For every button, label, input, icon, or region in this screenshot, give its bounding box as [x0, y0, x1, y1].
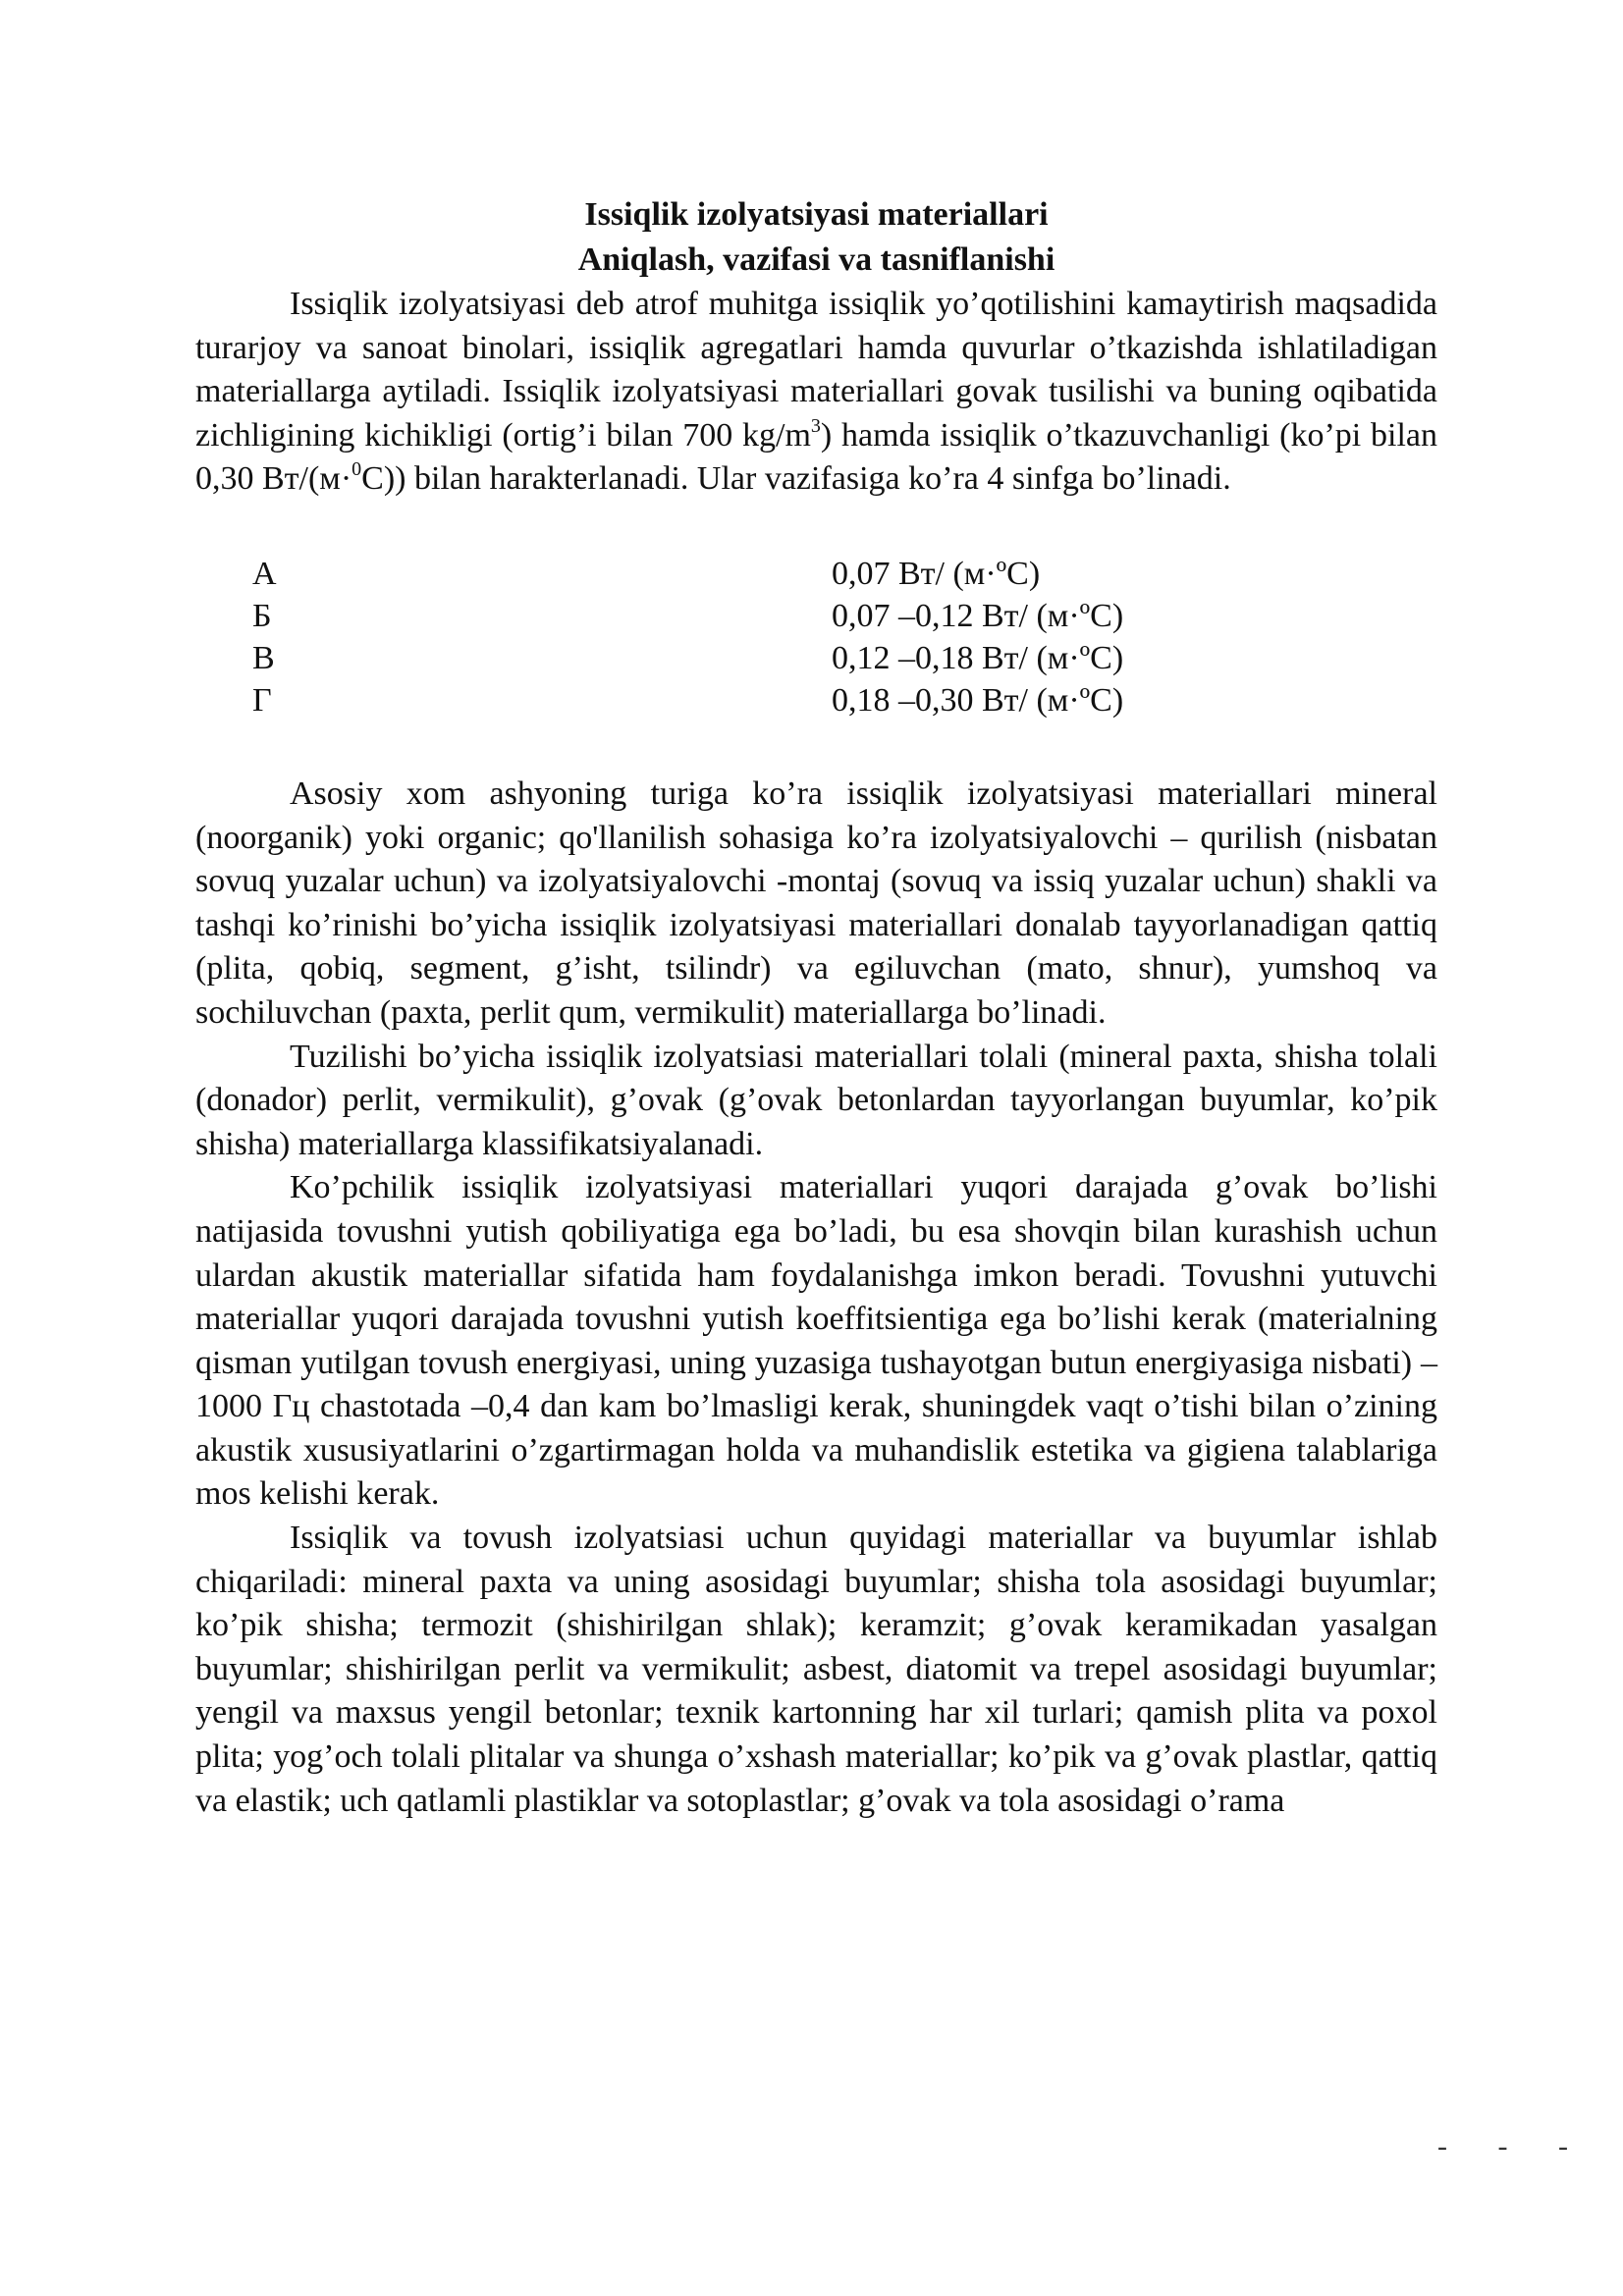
- body-paragraph: Issiqlik va tovush izolyatsiasi uchun quyidagi materiallar va buyumlar ishlab chiqariladi: mineral paxta va uning asosidagi buyumlar; shisha tola asosidagi buyumlar; ko’pik shisha; termozit (shishirilgan shlak); keramzit; g’ovak keramikadan yasalgan buyumlar; shishirilgan perlit va vermikulit; asbest, diatomit va trepel asosidagi buyumlar; yengil va maxsus yengil betonlar; texnik kartonning har xil turlari; qamish plita va poxol plita; yog’och tolali plitalar va shunga o’xshash materiallar; ko’pik va g’ovak plastlar, qattiq va elastik; uch qatlamli plastiklar va sotoplastlar; g’ovak va tola asosidagi o’rama: [195, 1520, 1437, 1819]
- class-value: 0,07 Вт/ (м·ºС): [832, 555, 1041, 592]
- class-list: [195, 553, 1437, 721]
- class-value: 0,07 –0,12 Вт/ (м·ºС): [832, 597, 1124, 634]
- body-paragraph: Tuzilishi bo’yicha issiqlik izolyatsiasi materiallari tolali (mineral paxta, shisha tolali (donador) perlit, vermikulit), g’ovak (g’ovak betonlardan tayyorlangan buyumlar, ko’pik shisha) materiallarga klassifikatsiyalanadi.: [195, 1038, 1437, 1162]
- class-letter: Г: [252, 681, 272, 719]
- class-row: [195, 595, 1437, 637]
- class-letter: А: [252, 555, 277, 592]
- page-marks: - - -: [1437, 2130, 1590, 2163]
- title-line-2: Aniqlash, vazifasi va tasniflanishi: [577, 241, 1055, 278]
- body-paragraph: Asosiy xom ashyoning turiga ko’ra issiqlik izolyatsiyasi materiallari mineral (noorganik) yoki organic; qo'llanilish sohasiga ko’ra izolyatsiyalovchi – qurilish (nisbatan sovuq yuzalar uchun) va izolyatsiyalovchi -montaj (sovuq va issiq yuzalar uchun) shakli va tashqi ko’rinishi bo’yicha issiqlik izolyatsiyasi materiallari donalab tayyorlanadigan qattiq (plita, qobiq, segment, g’isht, tsilindr) va egiluvchan (mato, shnur), yumshoq va sochiluvchan (paxta, perlit qum, vermikulit) materiallarga bo’linadi.: [195, 774, 1437, 1031]
- intro-paragraph: Issiqlik izolyatsiyasi deb atrof muhitga issiqlik yo’qotilishini kamaytirish maqsadida turarjoy va sanoat binolari, issiqlik agregatlari hamda quvurlar o’tkazishda ishlatiladigan materiallarga aytiladi. Issiqlik izolyatsiyasi materiallari govak tusilishi va buning oqibatida zichligining kichikligi (ortig’i bilan 700 $kg/m^3$) hamda issiqlik o’tkazuvchanligi (ko’pi bilan 0,30 Вт/(м·$^0$С)) bilan harakterlanadi. Ular vazifasiga ko’ra 4 sinfga bo’linadi.: [195, 286, 1437, 498]
- title-line-1: Issiqlik izolyatsiyasi materiallari: [584, 196, 1049, 233]
- document-page: [195, 192, 1437, 1823]
- class-row: [195, 637, 1437, 679]
- document-title: [195, 192, 1437, 283]
- class-value: 0,18 –0,30 Вт/ (м·ºС): [832, 681, 1124, 719]
- class-letter: Б: [252, 597, 272, 634]
- class-letter: В: [252, 639, 275, 676]
- class-row: [195, 553, 1437, 595]
- class-row: [195, 679, 1437, 721]
- body-paragraph: Ko’pchilik issiqlik izolyatsiyasi materiallari yuqori darajada g’ovak bo’lishi natijasida tovushni yutish qobiliyatiga ega bo’ladi, bu esa shovqin bilan kurashish uchun ulardan akustik materiallar sifatida ham foydalanishga imkon beradi. Tovushni yutuvchi materiallar yuqori darajada tovushni yutish koeffitsientiga ega bo’lishi kerak (materialning qisman yutilgan tovush energiyasi, uning yuzasiga tushayotgan butun energiyasiga nisbati) – 1000 Гц chastotada –0,4 dan kam bo’lmasligi kerak, shuningdek vaqt o’tishi bilan o’zining akustik xususiyatlarini o’zgartirmagan holda va muhandislik estetika va gigiena talablariga mos kelishi kerak.: [195, 1169, 1437, 1513]
- class-value: 0,12 –0,18 Вт/ (м·ºС): [832, 639, 1124, 676]
